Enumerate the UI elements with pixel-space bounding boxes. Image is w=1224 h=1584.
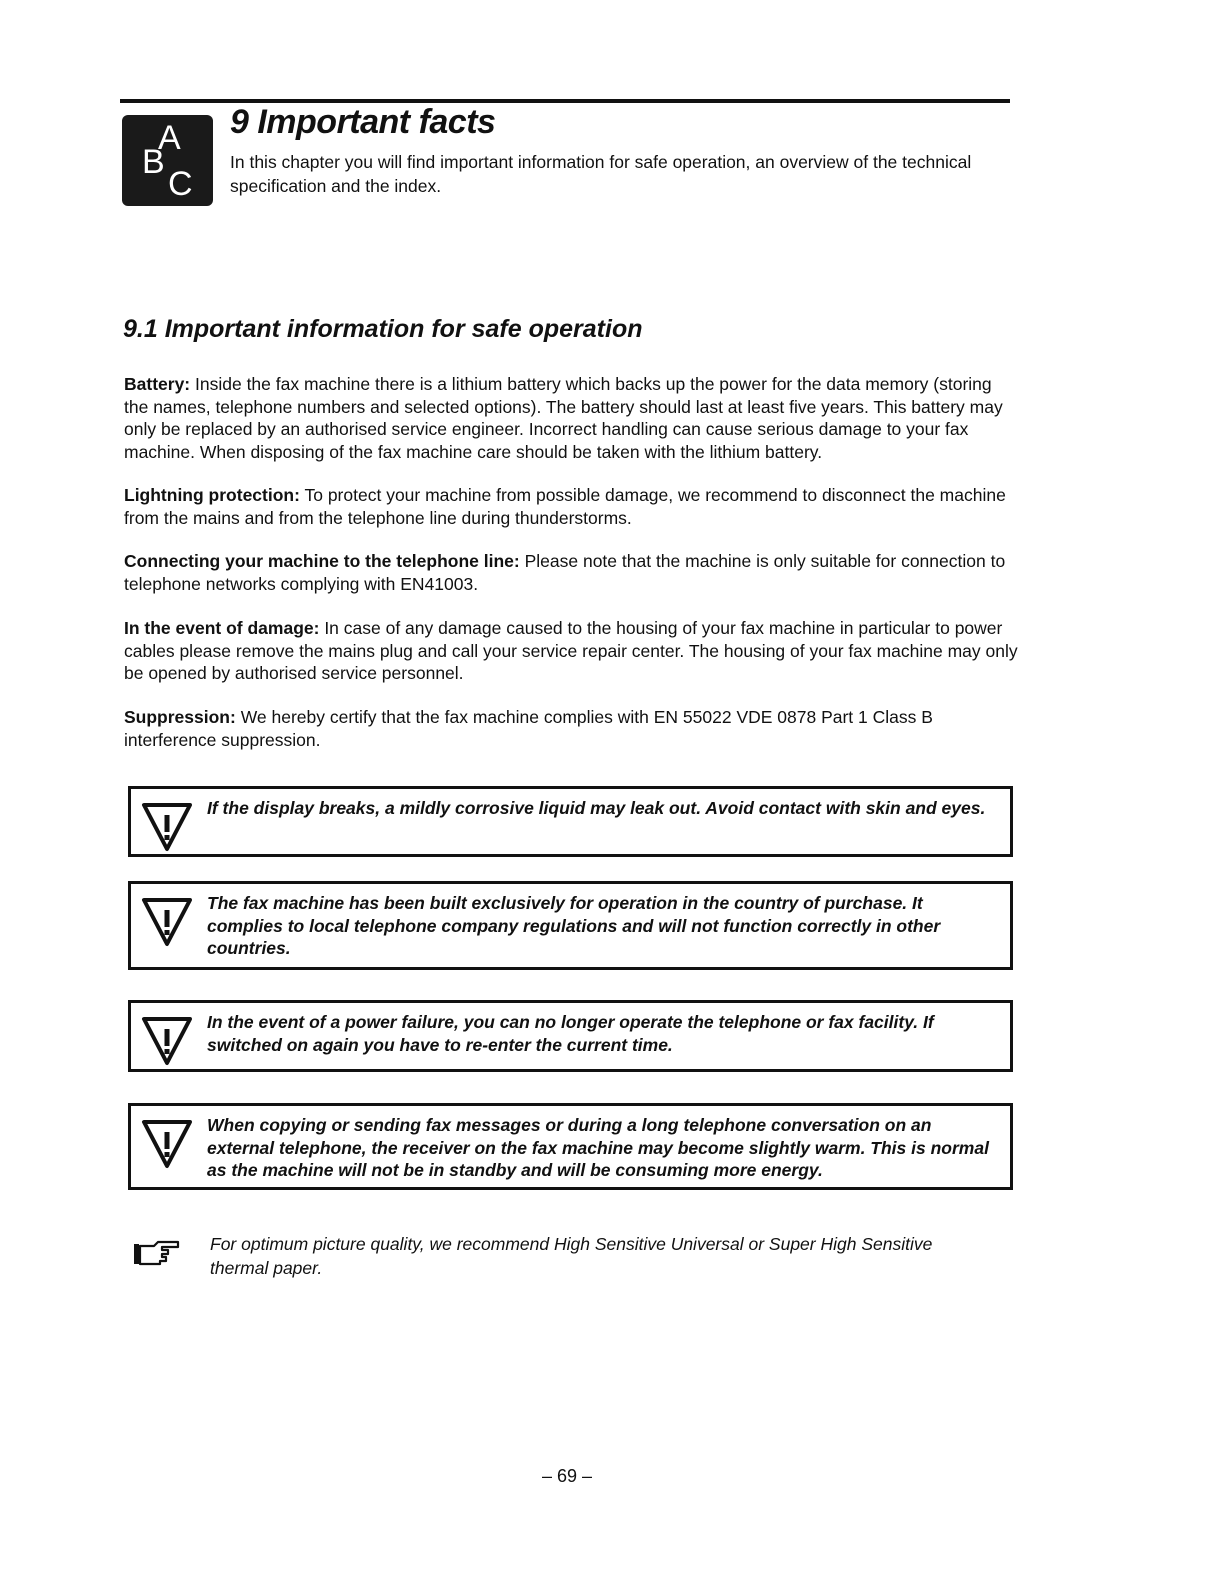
warning-text: If the display breaks, a mildly corrosive liquid may leak out. Avoid contact with skin and eyes. <box>207 798 986 818</box>
abc-index-logo <box>122 115 213 206</box>
logo-letter-b: B <box>142 143 165 181</box>
paragraph-label: Connecting your machine to the telephone line: <box>124 551 520 571</box>
warning-box-power-failure <box>128 1000 1013 1072</box>
warning-text: The fax machine has been built exclusively for operation in the country of purchase. It complies to local telephone company regulations and will not function correctly in other countries. <box>207 893 941 958</box>
warning-box-heat <box>128 1103 1013 1190</box>
paragraph-label: In the event of damage: <box>124 618 320 638</box>
lightning-paragraph <box>124 484 1018 529</box>
warning-triangle-icon <box>141 801 193 853</box>
paragraph-text: Inside the fax machine there is a lithium battery which backs up the power for the data memory (storing the names, telephone numbers and selected options). The battery should last at least five years. This battery may only be replaced by an authorised service engineer. Incorrect handling can cause serious damage to your fax machine. When disposing of the fax machine care should be taken with the lithium battery. <box>124 374 1003 462</box>
warning-triangle-icon <box>141 1118 193 1170</box>
paragraph-text: To protect your machine from possible damage, we recommend to disconnect the machine from the mains and from the telephone line during thunderstorms. <box>124 485 1006 528</box>
tip-text: For optimum picture quality, we recommend High Sensitive Universal or Super High Sensitive thermal paper. <box>210 1234 933 1278</box>
section-title: 9.1 Important information for safe operation <box>123 315 643 343</box>
warning-triangle-icon <box>141 896 193 948</box>
chapter-title: 9 Important facts <box>230 103 496 141</box>
battery-paragraph <box>124 373 1018 463</box>
warning-text: When copying or sending fax messages or during a long telephone conversation on an external telephone, the receiver on the fax machine may become slightly warm. This is normal as the machine will not be in standby and will be consuming more energy. <box>207 1115 989 1180</box>
paragraph-label: Suppression: <box>124 707 236 727</box>
damage-paragraph <box>124 617 1018 685</box>
page-number: – 69 – <box>541 1466 593 1486</box>
paragraph-text: In case of any damage caused to the housing of your fax machine in particular to power cables please remove the mains plug and call your service repair center. The housing of your fax machine may only be opened by authorised service personnel. <box>124 618 1018 683</box>
warning-box-country <box>128 881 1013 970</box>
paragraph-text: Please note that the machine is only suitable for connection to telephone networks complying with EN41003. <box>124 551 1006 594</box>
paragraph-label: Lightning protection: <box>124 485 300 505</box>
warning-triangle-icon <box>141 1015 193 1067</box>
suppression-paragraph <box>124 706 1018 751</box>
paragraph-text: We hereby certify that the fax machine complies with EN 55022 VDE 0878 Part 1 Class B interference suppression. <box>124 707 933 750</box>
warning-box-display <box>128 786 1013 857</box>
warning-text: In the event of a power failure, you can no longer operate the telephone or fax facility. If switched on again you have to re-enter the current time. <box>207 1012 934 1055</box>
chapter-intro: In this chapter you will find important information for safe operation, an overview of the technical specification and the index. <box>230 152 972 196</box>
paragraph-label: Battery: <box>124 374 191 394</box>
connecting-paragraph <box>124 550 1018 595</box>
logo-letter-a: A <box>158 119 181 157</box>
logo-letter-c: C <box>168 165 193 203</box>
pointing-hand-icon <box>132 1238 182 1268</box>
